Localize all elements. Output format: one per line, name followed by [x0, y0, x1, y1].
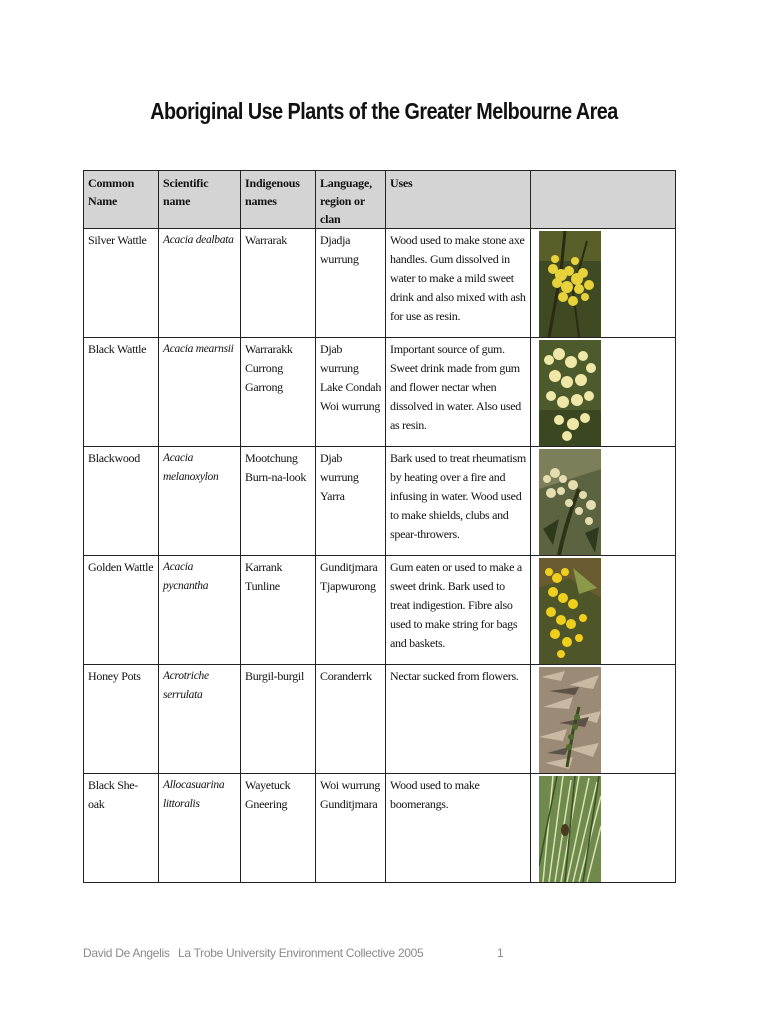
language-cell: Coranderrk: [320, 669, 372, 683]
uses-cell: Gum eaten or used to make a sweet drink. Bark used to treat indigestion. Fibre also used to make string for bags and baskets.: [390, 560, 522, 650]
footer-page-number: 1: [497, 946, 504, 960]
silver-wattle-photo: [539, 231, 601, 337]
header-uses: Uses: [386, 171, 531, 229]
table-row: [84, 338, 676, 447]
common-name-cell: Silver Wattle: [88, 233, 147, 247]
indigenous-names-cell: Mootchung Burn-na-look: [245, 451, 307, 484]
footer-organisation: La Trobe University Environment Collective 2005: [178, 946, 424, 960]
language-cell: Woi wurrung Gunditjmara: [320, 778, 381, 811]
header-scientific-name: Scientific name: [159, 171, 241, 229]
scientific-name-cell: Acrotriche serrulata: [163, 670, 209, 701]
language-cell: Gunditjmara Tjapwurong: [320, 560, 378, 593]
header-language: Language, region or clan: [316, 171, 386, 229]
black-wattle-photo: [539, 340, 601, 446]
language-cell: Djab wurrung Lake Condah Woi wurrung: [320, 342, 382, 413]
honey-pots-photo: [539, 667, 601, 773]
indigenous-names-cell: Karrank Tunline: [245, 560, 283, 593]
uses-cell: Bark used to treat rheumatism by heating over a fire and infusing in water. Wood used to make shields, clubs and spear-throwers.: [390, 451, 526, 541]
common-name-cell: Honey Pots: [88, 669, 141, 683]
blackwood-photo: [539, 449, 601, 555]
header-indigenous-names: Indigenous names: [241, 171, 316, 229]
scientific-name-cell: Acacia pycnantha: [163, 561, 209, 592]
indigenous-names-cell: Warrarakk Currong Garrong: [245, 342, 293, 394]
black-she-oak-photo: [539, 776, 601, 882]
language-cell: Djadja wurrung: [320, 233, 359, 266]
common-name-cell: Golden Wattle: [88, 560, 154, 574]
language-cell: Djab wurrung Yarra: [320, 451, 359, 503]
table-row: [84, 447, 676, 556]
header-common-name: Common Name: [84, 171, 159, 229]
common-name-cell: Blackwood: [88, 451, 140, 465]
table-row: [84, 774, 676, 883]
table-row: [84, 665, 676, 774]
uses-cell: Nectar sucked from flowers.: [390, 669, 519, 683]
golden-wattle-photo: [539, 558, 601, 664]
page-title: Aboriginal Use Plants of the Greater Melbourne Area: [150, 98, 618, 124]
scientific-name-cell: Acacia mearnsii: [163, 343, 234, 355]
uses-cell: Important source of gum. Sweet drink made from gum and flower nectar when dissolved in water. Also used as resin.: [390, 342, 521, 432]
scientific-name-cell: Allocasuarina littoralis: [163, 779, 225, 810]
uses-cell: Wood used to make stone axe handles. Gum dissolved in water to make a mild sweet drink and also mixed with ash for use as resin.: [390, 233, 526, 323]
indigenous-names-cell: Wayetuck Gneering: [245, 778, 291, 811]
table-row: [84, 556, 676, 665]
table-header-row: [84, 171, 676, 229]
table-row: [84, 229, 676, 338]
plants-table: [83, 170, 676, 883]
indigenous-names-cell: Burgil-burgil: [245, 669, 304, 683]
common-name-cell: Black She-oak: [88, 778, 138, 811]
scientific-name-cell: Acacia dealbata: [163, 234, 234, 246]
footer-author: David De Angelis: [83, 946, 170, 960]
indigenous-names-cell: Warrarak: [245, 233, 287, 247]
uses-cell: Wood used to make boomerangs.: [390, 778, 480, 811]
scientific-name-cell: Acacia melanoxylon: [163, 452, 219, 483]
header-photo: [531, 171, 676, 229]
common-name-cell: Black Wattle: [88, 342, 147, 356]
